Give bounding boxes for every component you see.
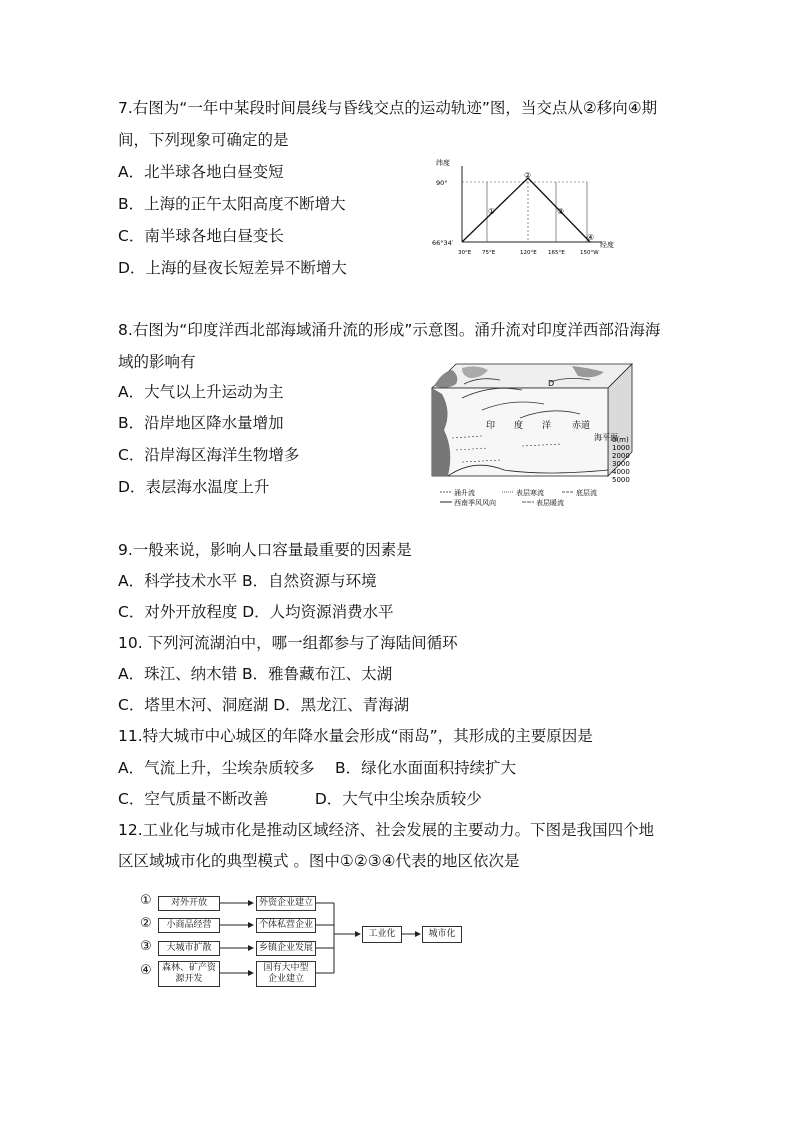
q12-stem-line2: 区区域城市化的典型模式 。图中①②③④代表的地区依次是 [118, 852, 520, 870]
q8-option-b: B．沿岸地区降水量增加 [118, 414, 284, 432]
q8-legend-sw-monsoon: 西南季风风向 [454, 499, 496, 507]
q8-legend-warm-current: 表层暖流 [536, 499, 564, 507]
q7-stem-line1: 7.右图为“一年中某段时间晨线与昏线交点的运动轨迹”图，当交点从②移向④期 [118, 99, 658, 117]
q9-options-ab: A．科学技术水平 B．自然资源与环境 [118, 572, 377, 590]
q7-option-a: A．北半球各地白昼变短 [118, 163, 284, 181]
q8-label-du: 度 [514, 421, 524, 431]
q12-flow-mid-1: 外资企业建立 [256, 896, 316, 911]
q12-flow-mid-3: 乡镇企业发展 [256, 941, 316, 956]
q12-flow-num-2: ② [140, 916, 152, 931]
q8-label-sea-level: 海平面 [594, 433, 618, 442]
q11-options-cd: C．空气质量不断改善 D．大气中尘埃杂质较少 [118, 790, 482, 808]
q7-option-c: C．南半球各地白昼变长 [118, 227, 284, 245]
q7-stem-line2: 间，下列现象可确定的是 [118, 131, 289, 149]
q8-depth-3000: 3000 [612, 460, 630, 468]
q8-option-a: A．大气以上升运动为主 [118, 383, 284, 401]
q7-point-3: ③ [557, 207, 565, 216]
q7-y-top-label: 90° [436, 179, 448, 187]
q8-legend-upwelling: 涌升流 [454, 489, 475, 497]
q8-option-c: C．沿岸海区海洋生物增多 [118, 446, 300, 464]
q8-label-yang: 洋 [542, 421, 552, 431]
q11-stem: 11.特大城市中心城区的年降水量会形成“雨岛”，其形成的主要原因是 [118, 727, 593, 745]
q12-flow-urbanization: 城市化 [422, 926, 462, 943]
q7-point-1: ① [488, 207, 496, 216]
q12-flow-num-1: ① [140, 893, 152, 908]
q12-flow-num-4: ④ [140, 963, 152, 978]
q8-depth-2000: 2000 [612, 452, 630, 460]
q7-x-tick-4: 165°E [548, 250, 565, 256]
q10-stem: 10. 下列河流湖泊中，哪一组都参与了海陆间循环 [118, 634, 458, 652]
q12-flow-left-1: 对外开放 [158, 896, 220, 911]
q12-flow-left-3: 大城市扩散 [158, 941, 220, 956]
q12-flow-left-4: 森林、矿产资源开发 [158, 961, 220, 987]
q7-x-axis-label: 经度 [600, 241, 614, 249]
q10-options-cd: C．塔里木河、洞庭湖 D．黑龙江、青海湖 [118, 696, 410, 714]
q7-x-tick-3: 120°E [520, 250, 537, 256]
q7-x-tick-1: 30°E [458, 250, 472, 256]
q7-option-b: B．上海的正午太阳高度不断增大 [118, 195, 346, 213]
q7-terminator-track-figure [432, 156, 612, 262]
q8-stem-line1: 8.右图为“印度洋西北部海域涌升流的形成”示意图。涌升流对印度洋西部沿海海 [118, 321, 661, 339]
q9-stem: 9.一般来说，影响人口容量最重要的因素是 [118, 541, 412, 559]
q8-depth-0: 0(m) [612, 436, 629, 444]
q8-depth-1000: 1000 [612, 444, 630, 452]
q7-x-tick-5: 150°W [580, 250, 599, 256]
q8-legend-bottom-current: 底层流 [576, 489, 597, 497]
q12-flow-left-2: 小商品经营 [158, 918, 220, 933]
q8-label-d: D [548, 379, 555, 388]
q8-label-yin: 印 [486, 421, 496, 431]
q11-options-ab: A．气流上升，尘埃杂质较多 B．绿化水面面积持续扩大 [118, 759, 517, 777]
q10-options-ab: A．珠江、纳木错 B．雅鲁藏布江、太湖 [118, 665, 393, 683]
q8-upwelling-block-diagram [422, 358, 646, 508]
q7-point-2: ② [524, 171, 532, 180]
q7-x-tick-2: 75°E [482, 250, 496, 256]
q7-option-d: D．上海的昼夜长短差异不断增大 [118, 259, 347, 277]
q7-y-bottom-label: 66°34′ [432, 239, 454, 247]
q12-flow-mid-4: 国有大中型企业建立 [256, 961, 316, 987]
q8-option-d: D．表层海水温度上升 [118, 478, 270, 496]
q8-legend-cold-current: 表层寒流 [516, 489, 544, 497]
q8-depth-5000: 5000 [612, 476, 630, 484]
q12-flow-industrialization: 工业化 [362, 926, 402, 943]
q8-depth-4000: 4000 [612, 468, 630, 476]
q12-stem-line1: 12.工业化与城市化是推动区域经济、社会发展的主要动力。下图是我国四个地 [118, 821, 655, 839]
q9-options-cd: C．对外开放程度 D．人均资源消费水平 [118, 603, 394, 621]
q7-point-4: ④ [587, 233, 595, 242]
q12-flow-num-3: ③ [140, 939, 152, 954]
q8-stem-line2: 域的影响有 [118, 353, 196, 371]
q7-y-axis-label: 纬度 [436, 159, 450, 167]
q12-flow-mid-2: 个体私营企业 [256, 918, 316, 933]
q8-label-equator: 赤道 [572, 421, 591, 431]
